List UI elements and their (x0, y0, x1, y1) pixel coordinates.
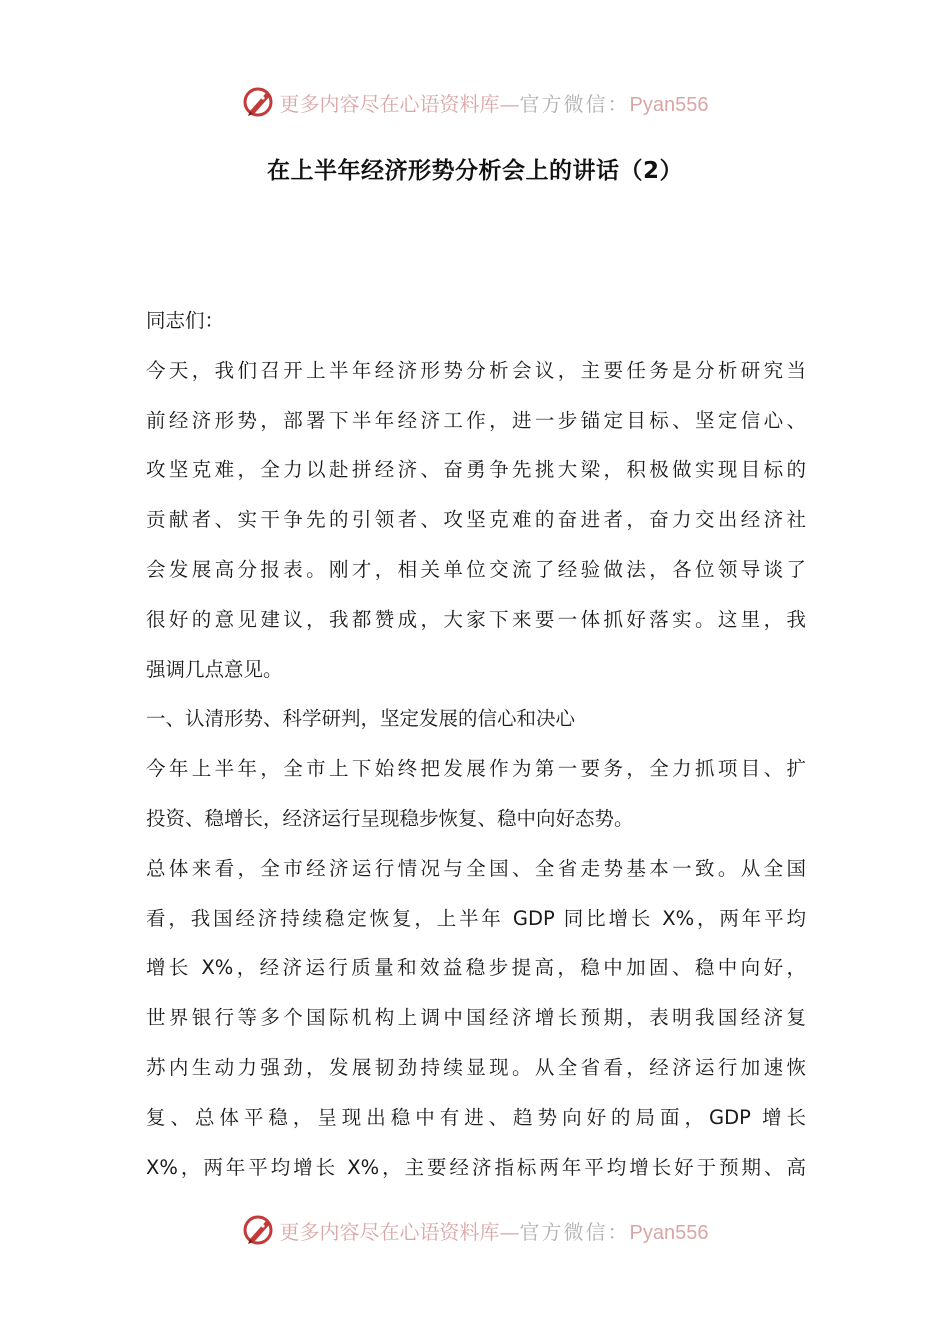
banner-site: 更多内容尽在心语资料库 (279, 91, 500, 116)
text-line: 前经济形势，部署下半年经济工作，进一步锚定目标、坚定信心、 (146, 408, 806, 432)
text-line: 攻坚克难，全力以赴拼经济、奋勇争先挑大梁，积极做实现目标的 (146, 458, 806, 482)
text-line: 很好的意见建议，我都赞成，大家下来要一体抓好落实。这里，我 (146, 607, 806, 631)
banner-site: 更多内容尽在心语资料库 (279, 1219, 500, 1244)
text-line: 投资、稳增长，经济运行呈现稳步恢复、稳中向好态势。 (146, 806, 634, 830)
footer-banner (0, 1210, 950, 1250)
document-body (146, 296, 806, 1192)
text-line: 今年上半年，全市上下始终把发展作为第一要务，全力抓项目、扩 (146, 757, 806, 781)
banner-text (280, 88, 709, 117)
banner-wechat-label: 官方微信： (519, 1219, 630, 1244)
text-line: 总体来看，全市经济运行情况与全国、全省走势基本一致。从全国 (146, 856, 806, 880)
banner-wechat-id: Pyan556 (629, 1221, 709, 1244)
text-line: 世界银行等多个国际机构上调中国经济增长预期，表明我国经济复 (146, 1006, 806, 1030)
banner-dash: — (499, 91, 520, 116)
banner-wechat-label: 官方微信： (519, 91, 630, 116)
pen-logo-icon (242, 85, 276, 119)
text-line: 一、认清形势、科学研判，坚定发展的信心和决心 (146, 707, 576, 731)
banner-dash: — (499, 1219, 520, 1244)
text-line: 复、总体平稳，呈现出稳中有进、趋势向好的局面，GDP 增长 (146, 1105, 806, 1129)
document-title: 在上半年经济形势分析会上的讲话（2） (266, 158, 683, 184)
text-line: 会发展高分报表。刚才，相关单位交流了经验做法，各位领导谈了 (146, 557, 806, 581)
text-line: 增长 X%，经济运行质量和效益稳步提高，稳中加固、稳中向好， (146, 956, 806, 980)
text-line: X%，两年平均增长 X%，主要经济指标两年平均增长好于预期、高 (146, 1155, 806, 1179)
text-line: 强调几点意见。 (146, 657, 283, 681)
banner-wechat-id: Pyan556 (629, 93, 709, 116)
text-line: 贡献者、实干争先的引领者、攻坚克难的奋进者，奋力交出经济社 (146, 508, 806, 532)
banner-text (280, 1216, 709, 1245)
header-banner (0, 82, 950, 122)
text-line: 今天，我们召开上半年经济形势分析会议，主要任务是分析研究当 (146, 358, 806, 382)
text-line: 看，我国经济持续稳定恢复，上半年 GDP 同比增长 X%，两年平均 (146, 906, 806, 930)
pen-logo-icon (242, 1213, 276, 1247)
text-line: 同志们： (146, 309, 225, 332)
text-line: 苏内生动力强劲，发展韧劲持续显现。从全省看，经济运行加速恢 (146, 1055, 806, 1079)
